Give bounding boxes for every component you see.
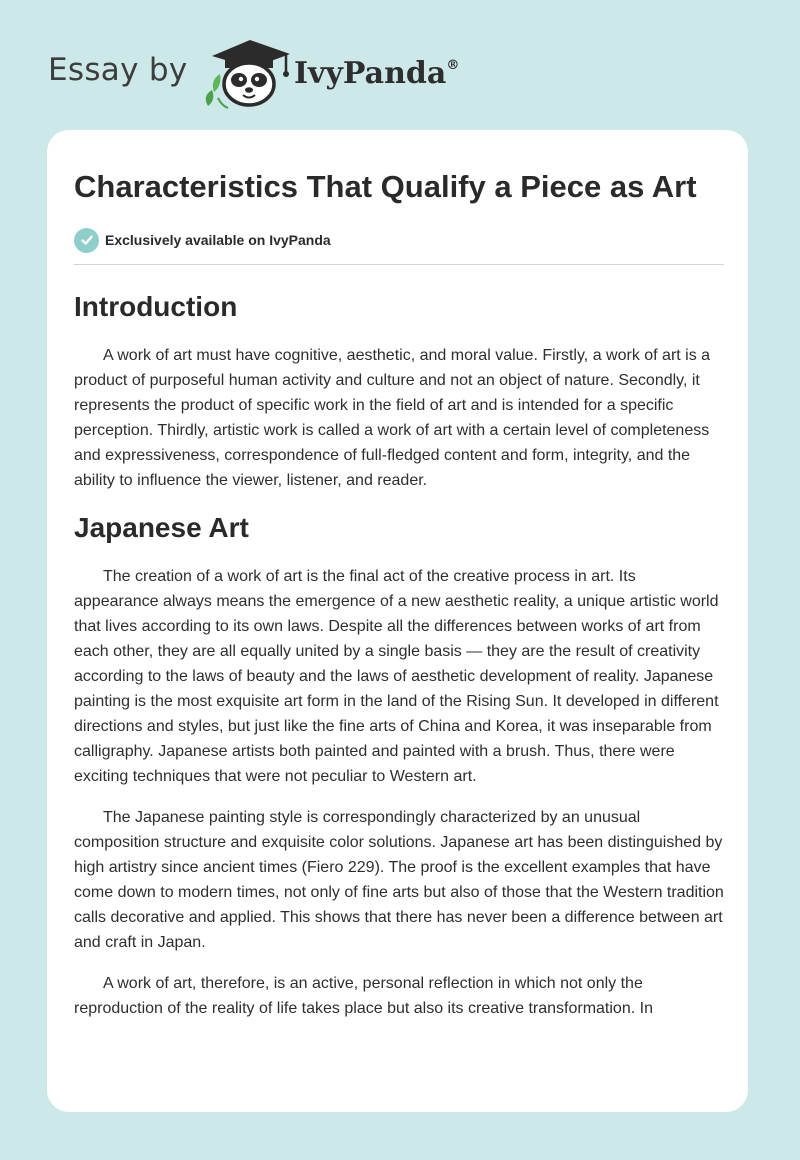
essay-content [74, 166, 724, 1021]
exclusive-badge [74, 227, 724, 253]
section-heading-introduction: Introduction [74, 291, 238, 322]
brand-name[interactable] [294, 56, 459, 91]
divider [74, 264, 724, 265]
paragraph: A work of art must have cognitive, aesthetic, and moral value. Firstly, a work of art is a product of purposeful human activity and culture and not an object of nature. Secondly, it represents the product of specific work in the field of art and is intended for a specific perception. Thirdly, artistic work is called a work of art with a certain level of completeness and expressiveness, correspondence of full-fledged content and form, integrity, and the ability to influence the viewer, listener, and reader. [74, 347, 711, 489]
registered-mark: ® [446, 58, 460, 73]
check-icon [74, 228, 99, 253]
ivypanda-panda-logo-icon[interactable] [198, 34, 298, 110]
essay-title: Characteristics That Qualify a Piece as Art [74, 169, 697, 204]
section-heading-japanese-art: Japanese Art [74, 512, 249, 543]
paragraph: The creation of a work of art is the final act of the creative process in art. Its appearance always means the emergence of a new aesthetic reality, a unique artistic world that lives according to its own laws. Despite all the differences between works of art from each other, they are all equally united by a single basis — they are the result of creativity according to the laws of beauty and the laws of aesthetic development of reality. Japanese painting is the most exquisite art form in the land of the Rising Sun. It developed in different directions and styles, but just like the fine arts of China and Korea, it was inseparable from calligraphy. Japanese artists both painted and painted with a brush. Thus, there were exciting techniques that were not peculiar to Western art. [74, 568, 719, 785]
brand-text: IvyPanda [294, 56, 447, 91]
paragraph: The Japanese painting style is correspondingly characterized by an unusual composition structure and exquisite color solutions. Japanese art has been distinguished by high artistry since ancient times (Fiero 229). The proof is the excellent examples that have come down to modern times, not only of fine arts but also of those that the Western tradition calls decorative and applied. This shows that there has never been a difference between art and craft in Japan. [74, 809, 724, 951]
paragraph: A work of art, therefore, is an active, personal reflection in which not only the reproduction of the reality of life takes place but also its creative transformation. In [74, 975, 653, 1017]
essay-by-label: Essay by [48, 52, 188, 88]
essay-card [47, 130, 748, 1112]
site-header [48, 30, 748, 110]
badge-text: Exclusively available on IvyPanda [105, 232, 331, 248]
